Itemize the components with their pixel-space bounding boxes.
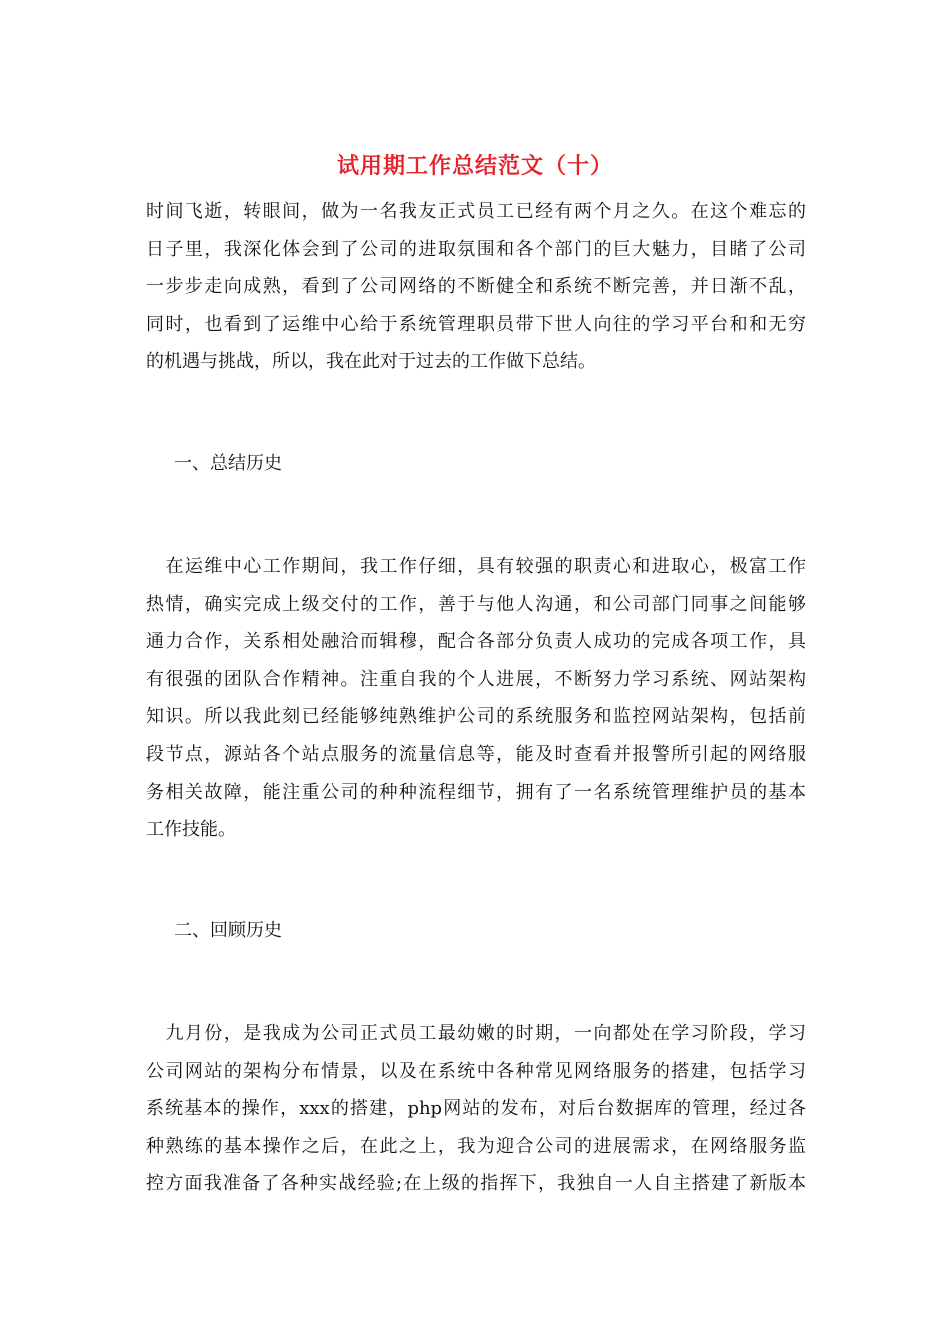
paragraph-line: 在运维中心工作期间，我工作仔细，具有较强的职责心和进取心，极富工作 [146, 556, 806, 577]
paragraph-line: 系统基本的操作，xxx的搭建，php网站的发布，对后台数据库的管理，经过各 [146, 1098, 806, 1120]
paragraph-line: 通力合作，关系相处融洽而辑穆，配合各部分负责人成功的完成各项工作，具 [146, 631, 806, 653]
paragraph-line: 务相关故障，能注重公司的种种流程细节，拥有了一名系统管理维护员的基本 [146, 781, 806, 803]
paragraph-line: 热情，确实完成上级交付的工作，善于与他人沟通，和公司部门同事之间能够 [146, 593, 806, 615]
section-2-paragraph [146, 1015, 806, 1203]
paragraph-line: 日子里，我深化体会到了公司的进取氛围和各个部门的巨大魅力，目睹了公司 [146, 238, 806, 260]
section-heading-2: 二、回顾历史 [174, 920, 282, 941]
paragraph-line: 段节点，源站各个站点服务的流量信息等，能及时查看并报警所引起的网络服 [146, 743, 806, 765]
paragraph-line: 公司网站的架构分布情景，以及在系统中各种常见网络服务的搭建，包括学习 [146, 1060, 806, 1082]
document-title: 试用期工作总结范文（十） [336, 153, 613, 179]
intro-paragraph [146, 193, 806, 381]
paragraph-line: 控方面我准备了各种实战经验;在上级的指挥下，我独自一人自主搭建了新版本 [146, 1173, 806, 1195]
section-heading-1: 一、总结历史 [174, 453, 282, 474]
paragraph-line: 工作技能。 [146, 819, 236, 841]
paragraph-line: 的机遇与挑战，所以，我在此对于过去的工作做下总结。 [146, 351, 596, 373]
paragraph-line: 知识。所以我此刻已经能够纯熟维护公司的系统服务和监控网站架构，包括前 [146, 706, 806, 728]
paragraph-line: 有很强的团队合作精神。注重自我的个人进展，不断努力学习系统、网站架构 [146, 668, 806, 690]
paragraph-line: 九月份，是我成为公司正式员工最幼嫩的时期，一向都处在学习阶段，学习 [146, 1023, 806, 1044]
section-1-paragraph [146, 548, 806, 849]
paragraph-line: 一步步走向成熟，看到了公司网络的不断健全和系统不断完善，并日渐不乱， [146, 276, 806, 298]
paragraph-line: 种熟练的基本操作之后，在此之上，我为迎合公司的进展需求，在网络服务监 [146, 1135, 806, 1157]
paragraph-line: 时间飞逝，转眼间，做为一名我友正式员工已经有两个月之久。在这个难忘的 [146, 201, 806, 222]
paragraph-line: 同时，也看到了运维中心给于系统管理职员带下世人向往的学习平台和和无穷 [146, 313, 806, 335]
